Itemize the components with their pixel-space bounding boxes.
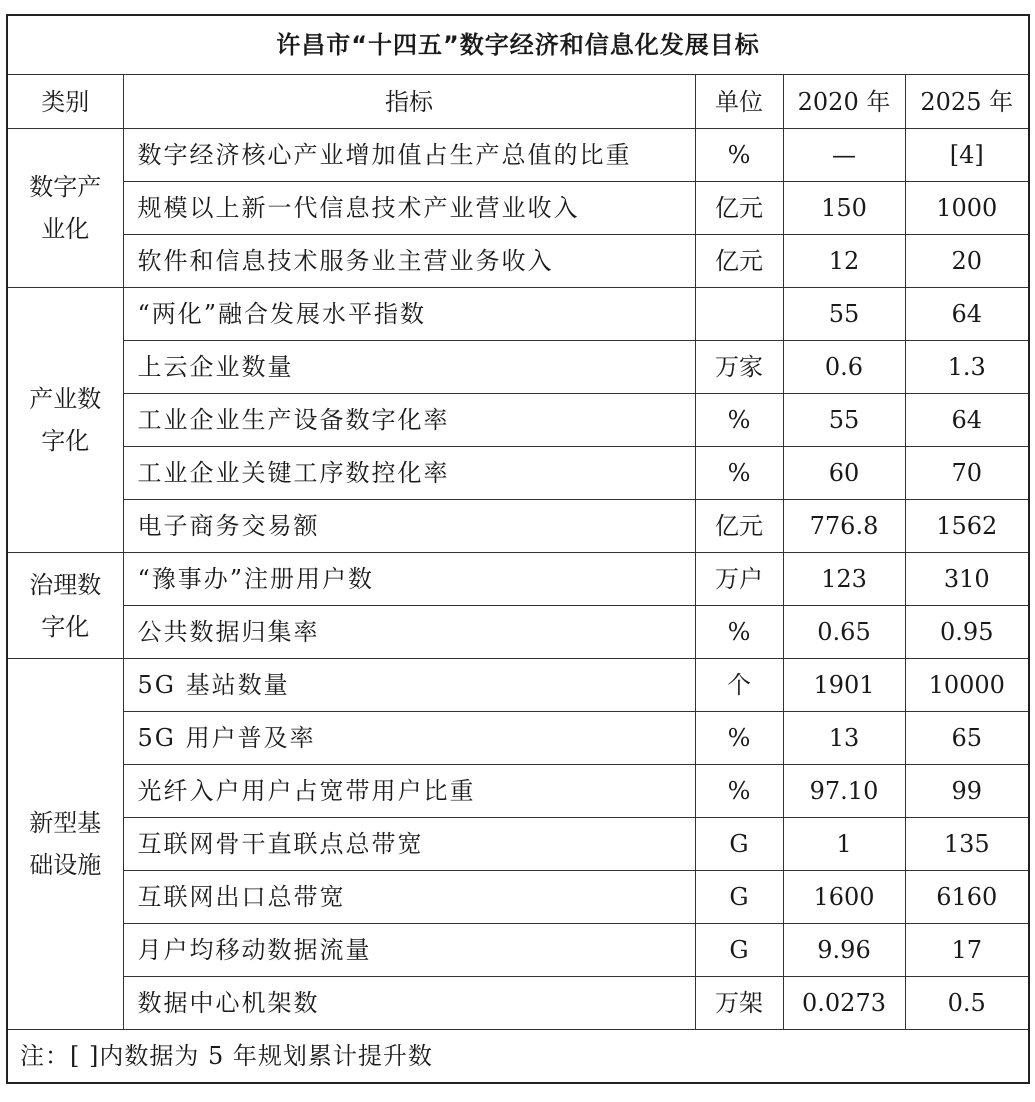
table-title: 许昌市“十四五”数字经济和信息化发展目标 (7, 15, 1029, 75)
value-2020-cell: 776.8 (783, 500, 905, 553)
value-2025-cell: 0.95 (905, 606, 1029, 659)
value-2020-cell: 60 (783, 447, 905, 500)
table-row (7, 182, 1029, 235)
unit-cell: 万户 (695, 553, 783, 606)
table-row (7, 394, 1029, 447)
table-row (7, 553, 1029, 606)
table-row (7, 818, 1029, 871)
value-2020-cell: 0.0273 (783, 977, 905, 1030)
value-2025-cell: 64 (905, 288, 1029, 341)
table-row (7, 871, 1029, 924)
value-2020-cell: 1 (783, 818, 905, 871)
table-row (7, 447, 1029, 500)
header-2020: 2020 年 (783, 75, 905, 129)
value-2020-cell: 9.96 (783, 924, 905, 977)
indicator-cell: 工业企业关键工序数控化率 (123, 447, 695, 500)
unit-cell: 万架 (695, 977, 783, 1030)
unit-cell: 亿元 (695, 500, 783, 553)
unit-cell: % (695, 129, 783, 182)
unit-cell: G (695, 924, 783, 977)
header-category: 类别 (7, 75, 123, 129)
value-2020-cell: 0.6 (783, 341, 905, 394)
unit-cell: 万家 (695, 341, 783, 394)
value-2020-cell: 55 (783, 288, 905, 341)
indicator-cell: 数据中心机架数 (123, 977, 695, 1030)
indicator-cell: 上云企业数量 (123, 341, 695, 394)
indicator-cell: 工业企业生产设备数字化率 (123, 394, 695, 447)
unit-cell: 亿元 (695, 235, 783, 288)
value-2020-cell: 13 (783, 712, 905, 765)
value-2020-cell: 97.10 (783, 765, 905, 818)
unit-cell: % (695, 606, 783, 659)
value-2025-cell: 135 (905, 818, 1029, 871)
value-2025-cell: 6160 (905, 871, 1029, 924)
indicator-cell: 互联网出口总带宽 (123, 871, 695, 924)
header-2025: 2025 年 (905, 75, 1029, 129)
unit-cell: 亿元 (695, 182, 783, 235)
table-row (7, 129, 1029, 182)
value-2020-cell: 150 (783, 182, 905, 235)
unit-cell: 个 (695, 659, 783, 712)
header-row (7, 75, 1029, 129)
indicator-cell: 5G 基站数量 (123, 659, 695, 712)
indicator-cell: 月户均移动数据流量 (123, 924, 695, 977)
goals-table (6, 14, 1030, 1084)
value-2025-cell: 10000 (905, 659, 1029, 712)
table-row (7, 765, 1029, 818)
unit-cell: % (695, 765, 783, 818)
value-2025-cell: 70 (905, 447, 1029, 500)
table-row (7, 606, 1029, 659)
value-2025-cell: 1000 (905, 182, 1029, 235)
header-unit: 单位 (695, 75, 783, 129)
table-row (7, 341, 1029, 394)
value-2025-cell: 0.5 (905, 977, 1029, 1030)
table-row (7, 288, 1029, 341)
value-2025-cell: 20 (905, 235, 1029, 288)
table-row (7, 924, 1029, 977)
unit-cell: G (695, 871, 783, 924)
value-2025-cell: 17 (905, 924, 1029, 977)
indicator-cell: “豫事办”注册用户数 (123, 553, 695, 606)
unit-cell: % (695, 712, 783, 765)
value-2025-cell: 65 (905, 712, 1029, 765)
category-cell: 产业数 字化 (7, 288, 123, 553)
unit-cell (695, 288, 783, 341)
indicator-cell: 公共数据归集率 (123, 606, 695, 659)
table-row (7, 235, 1029, 288)
goals-table-body (7, 15, 1029, 1030)
indicator-cell: 5G 用户普及率 (123, 712, 695, 765)
value-2020-cell: 55 (783, 394, 905, 447)
table-row (7, 500, 1029, 553)
table-row (7, 712, 1029, 765)
category-cell: 治理数 字化 (7, 553, 123, 659)
value-2020-cell: 123 (783, 553, 905, 606)
category-cell: 数字产 业化 (7, 129, 123, 288)
table-row (7, 977, 1029, 1030)
value-2020-cell: 1600 (783, 871, 905, 924)
value-2025-cell: 1562 (905, 500, 1029, 553)
indicator-cell: “两化”融合发展水平指数 (123, 288, 695, 341)
value-2025-cell: [4] (905, 129, 1029, 182)
indicator-cell: 互联网骨干直联点总带宽 (123, 818, 695, 871)
indicator-cell: 光纤入户用户占宽带用户比重 (123, 765, 695, 818)
indicator-cell: 电子商务交易额 (123, 500, 695, 553)
value-2020-cell: 0.65 (783, 606, 905, 659)
indicator-cell: 数字经济核心产业增加值占生产总值的比重 (123, 129, 695, 182)
indicator-cell: 软件和信息技术服务业主营业务收入 (123, 235, 695, 288)
header-indicator: 指标 (123, 75, 695, 129)
table-note: 注：[ ]内数据为 5 年规划累计提升数 (7, 1030, 1029, 1084)
value-2020-cell: 12 (783, 235, 905, 288)
value-2025-cell: 64 (905, 394, 1029, 447)
table-row (7, 659, 1029, 712)
unit-cell: % (695, 447, 783, 500)
category-cell: 新型基 础设施 (7, 659, 123, 1030)
unit-cell: G (695, 818, 783, 871)
indicator-cell: 规模以上新一代信息技术产业营业收入 (123, 182, 695, 235)
value-2020-cell: 1901 (783, 659, 905, 712)
value-2025-cell: 1.3 (905, 341, 1029, 394)
unit-cell: % (695, 394, 783, 447)
value-2020-cell: — (783, 129, 905, 182)
value-2025-cell: 310 (905, 553, 1029, 606)
value-2025-cell: 99 (905, 765, 1029, 818)
